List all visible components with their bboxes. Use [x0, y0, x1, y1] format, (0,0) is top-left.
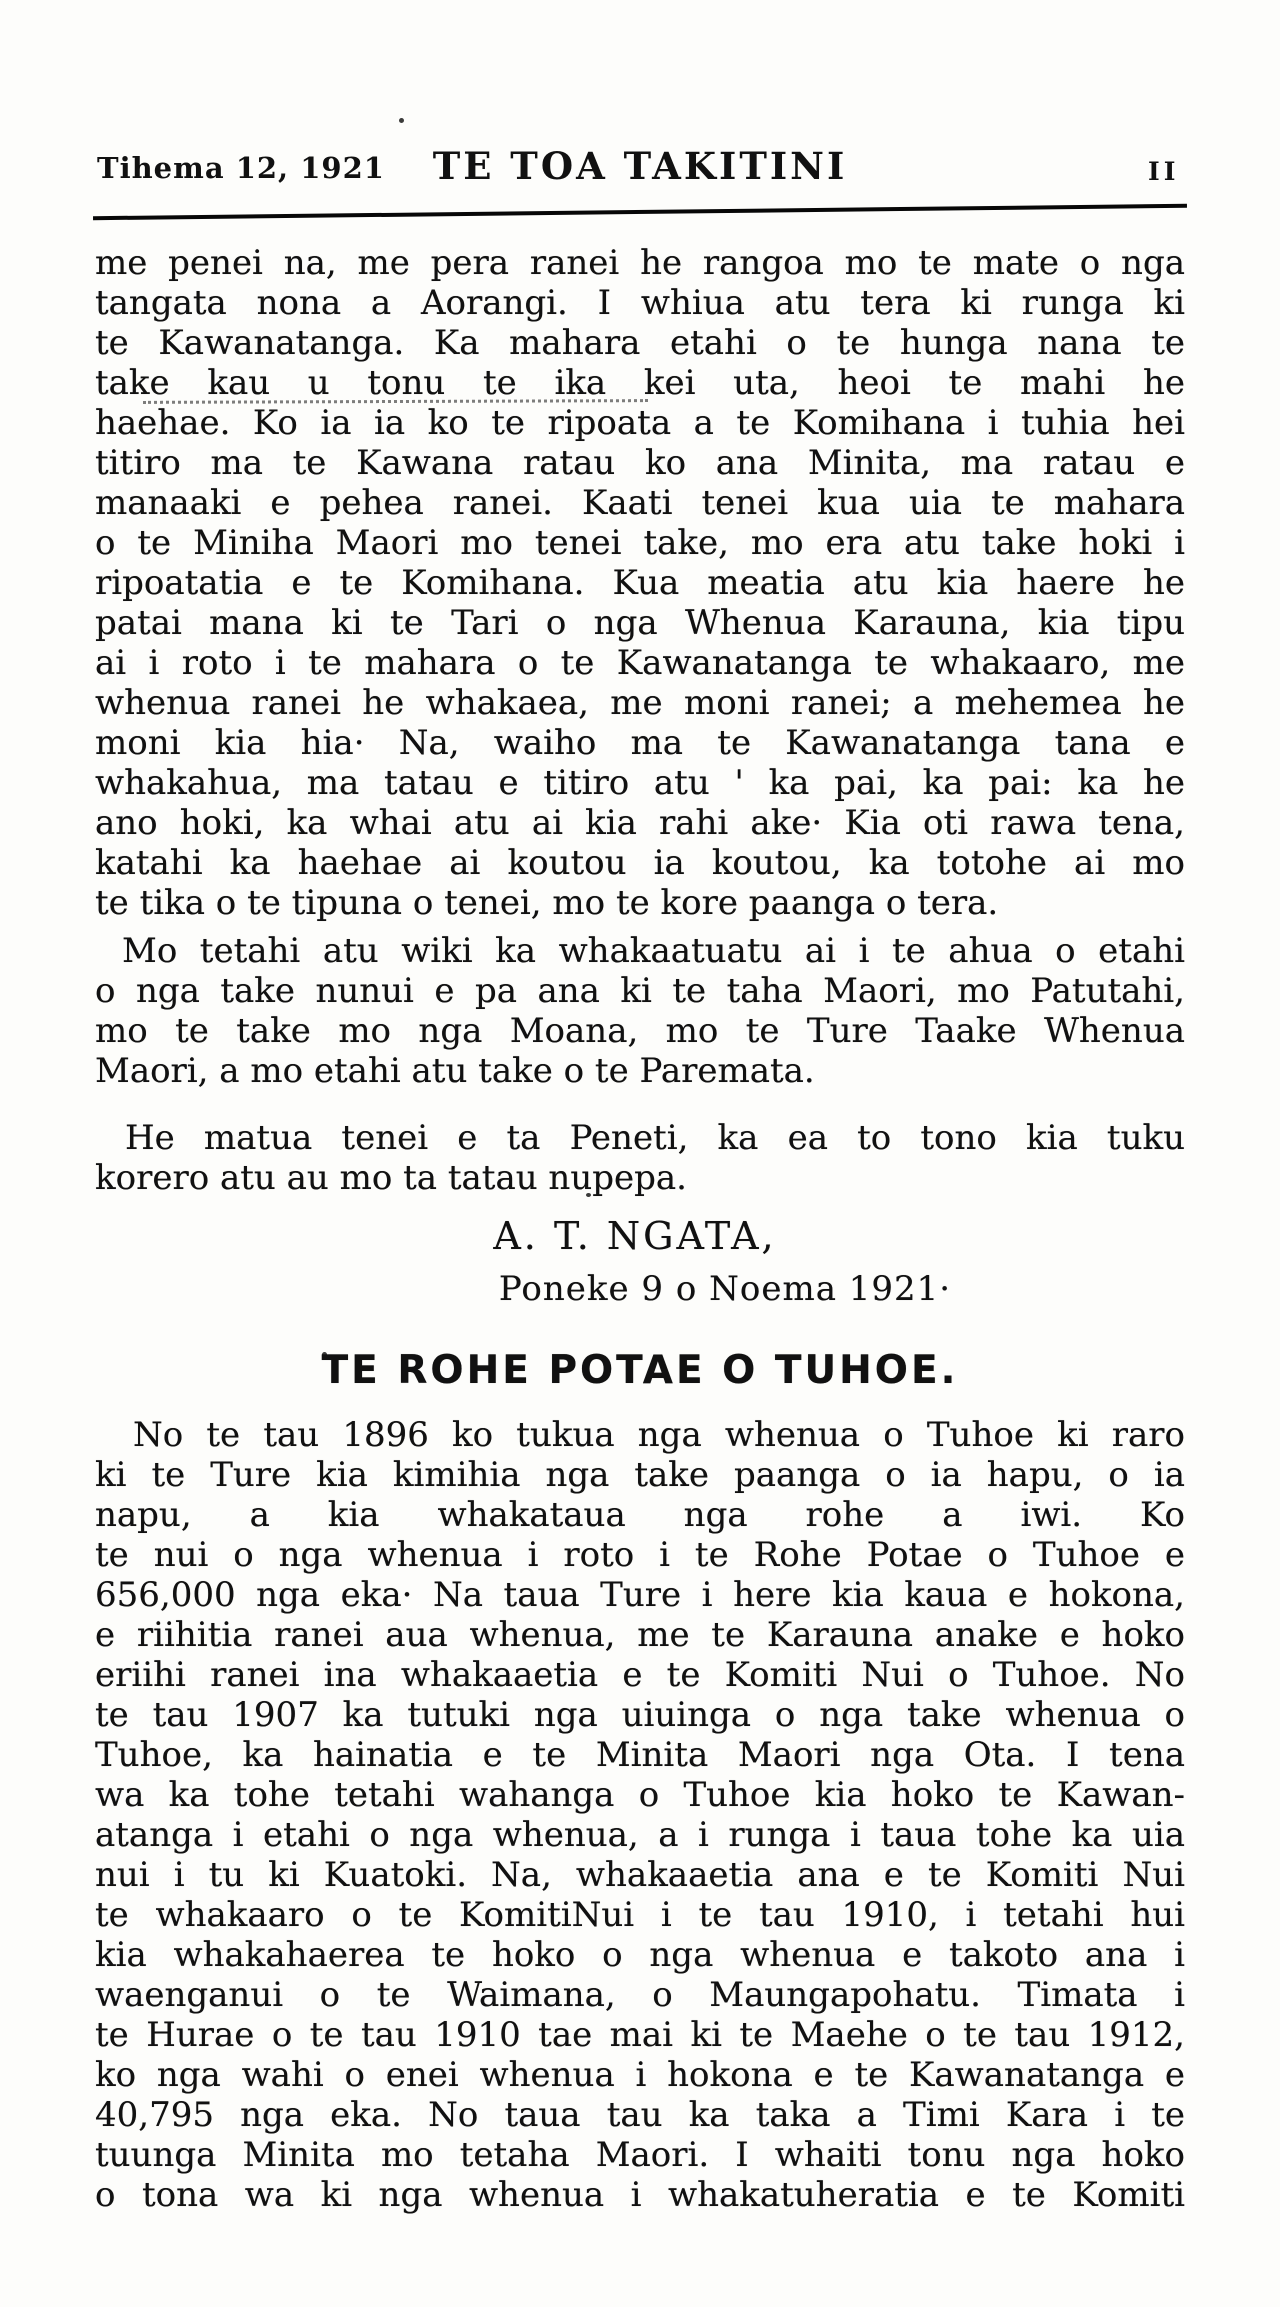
- paragraph: [95, 1415, 1185, 2215]
- text-line: tuunga Minita mo tetaha Maori. I whaiti tonu nga hoko: [95, 2135, 1185, 2175]
- text-line: 656,000 nga eka· Na taua Ture i here kia kaua e hokona,: [95, 1575, 1185, 1615]
- text-line: o nga take nunui e pa ana ki te taha Maori, mo Patutahi,: [95, 971, 1185, 1011]
- signature-name: A. T. NGATA,: [493, 1214, 777, 1258]
- text-line: waenganui o te Waimana, o Maungapohatu. Timata i: [95, 1975, 1185, 2015]
- text-line: tangata nona a Aorangi. I whiua atu tera ki runga ki: [95, 283, 1185, 323]
- text-line: atanga i etahi o nga whenua, a i runga i taua tohe ka uia: [95, 1815, 1185, 1855]
- text-line: wa ka tohe tetahi wahanga o Tuhoe kia hoko te Kawan-: [95, 1775, 1185, 1815]
- text-line: No te tau 1896 ko tukua nga whenua o Tuhoe ki raro: [133, 1415, 1185, 1455]
- text-line: te nui o nga whenua i roto i te Rohe Potae o Tuhoe e: [95, 1535, 1185, 1575]
- text-line: whakahua, ma tatau e titiro atu ' ka pai, ka pai: ka he: [95, 763, 1185, 803]
- text-line: te tika o te tipuna o tenei, mo te kore paanga o tera.: [95, 883, 999, 923]
- text-line: e riihitia ranei aua whenua, me te Karauna anake e hoko: [95, 1615, 1185, 1655]
- text-line: kia whakahaerea te hoko o nga whenua e takoto ana i: [95, 1935, 1185, 1975]
- text-line: titiro ma te Kawana ratau ko ana Minita, ma ratau e: [95, 443, 1185, 483]
- paragraph: [95, 931, 1185, 1091]
- text-line: te Kawanatanga. Ka mahara etahi o te hunga nana te: [95, 323, 1185, 363]
- text-line: Tuhoe, ka hainatia e te Minita Maori nga Ota. I tena: [95, 1735, 1185, 1775]
- text-line: ko nga wahi o enei whenua i hokona e te Kawanatanga e: [95, 2055, 1185, 2095]
- text-line: nui i tu ki Kuatoki. Na, whakaaetia ana e te Komiti Nui: [95, 1855, 1185, 1895]
- header-rule: [93, 204, 1187, 220]
- text-line: take kau u tonu te ika kei uta, heoi te mahi he: [95, 363, 1185, 403]
- text-line: 40,795 nga eka. No taua tau ka taka a Timi Kara i te: [95, 2095, 1185, 2135]
- text-line: o tona wa ki nga whenua i whakatuheratia e te Komiti: [95, 2175, 1185, 2215]
- text-line: Maori, a mo etahi atu take o te Paremata.: [95, 1051, 815, 1091]
- scan-speckle: [399, 118, 404, 123]
- text-line: ai i roto i te mahara o te Kawanatanga te whakaaro, me: [95, 643, 1185, 683]
- text-line: haehae. Ko ia ia ko te ripoata a te Komihana i tuhia hei: [95, 403, 1185, 443]
- text-line: patai mana ki te Tari o nga Whenua Karauna, kia tipu: [95, 603, 1185, 643]
- text-line: manaaki e pehea ranei. Kaati tenei kua uia te mahara: [95, 483, 1185, 523]
- text-line: mo te take mo nga Moana, mo te Ture Taake Whenua: [95, 1011, 1185, 1051]
- page-number: II: [1148, 157, 1180, 186]
- text-line: te Hurae o te tau 1910 tae mai ki te Maehe o te tau 1912,: [95, 2015, 1185, 2055]
- text-line: o te Miniha Maori mo tenei take, mo era atu take hoki i: [95, 523, 1185, 563]
- text-line: Mo tetahi atu wiki ka whakaatuatu ai i te ahua o etahi: [122, 931, 1185, 971]
- text-line: me penei na, me pera ranei he rangoa mo te mate o nga: [95, 243, 1185, 283]
- text-line: eriihi ranei ina whakaaetia e te Komiti Nui o Tuhoe. No: [95, 1655, 1185, 1695]
- text-line: He matua tenei e ta Peneti, ka ea to tono kia tuku: [125, 1118, 1185, 1158]
- paragraph: [95, 1118, 1185, 1198]
- text-line: te whakaaro o te KomitiNui i te tau 1910, i tetahi hui: [95, 1895, 1185, 1935]
- text-line: katahi ka haehae ai koutou ia koutou, ka totohe ai mo: [95, 843, 1185, 883]
- text-line: korero atu au mo ta tatau nupepa.: [95, 1158, 687, 1198]
- text-column: [95, 243, 1185, 2215]
- masthead-title: TE TOA TAKITINI: [432, 144, 848, 188]
- text-line: ano hoki, ka whai atu ai kia rahi ake· Kia oti rawa tena,: [95, 803, 1185, 843]
- header-date: Tihema 12, 1921: [97, 151, 385, 185]
- text-line: te tau 1907 ka tutuki nga uiuinga o nga take whenua o: [95, 1695, 1185, 1735]
- text-line: ki te Ture kia kimihia nga take paanga o ia hapu, o ia: [95, 1455, 1185, 1495]
- text-line: moni kia hia· Na, waiho ma te Kawanatanga tana e: [95, 723, 1185, 763]
- signature-place-date: Poneke 9 o Noema 1921·: [498, 1269, 952, 1309]
- section-heading: TE ROHE POTAE O TUHOE.: [321, 1348, 959, 1393]
- text-line: napu, a kia whakataua nga rohe a iwi. Ko: [95, 1495, 1185, 1535]
- text-line: whenua ranei he whakaea, me moni ranei; a mehemea he: [95, 683, 1185, 723]
- paragraph-continuation: [95, 243, 1185, 923]
- text-line: ripoatatia e te Komihana. Kua meatia atu kia haere he: [95, 563, 1185, 603]
